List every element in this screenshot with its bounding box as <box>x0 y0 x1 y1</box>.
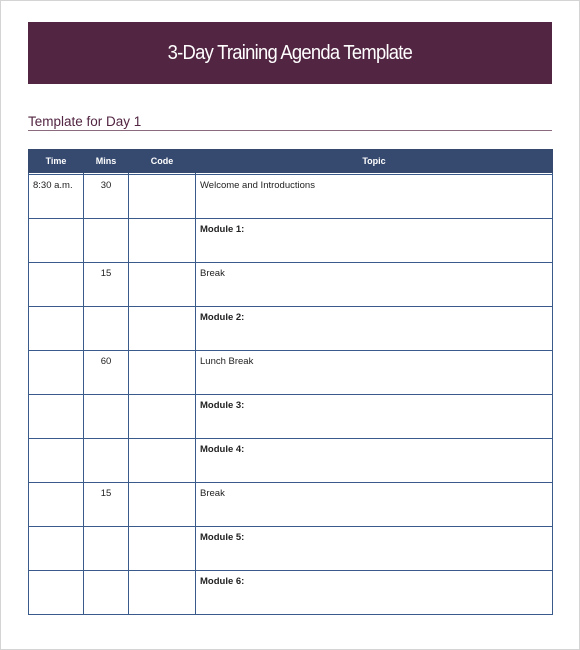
header-topic: Topic <box>196 150 553 173</box>
table-row <box>29 219 553 263</box>
section-divider <box>28 130 552 131</box>
mins-cell <box>84 527 129 571</box>
table-row <box>29 527 553 571</box>
time-cell <box>29 263 84 307</box>
topic-cell: Break <box>196 483 553 527</box>
topic-cell: Welcome and Introductions <box>196 175 553 219</box>
code-cell <box>129 439 196 483</box>
time-cell <box>29 571 84 615</box>
code-cell <box>129 571 196 615</box>
mins-cell: 15 <box>84 483 129 527</box>
time-cell <box>29 219 84 263</box>
topic-cell: Module 2: <box>196 307 553 351</box>
topic-cell: Module 4: <box>196 439 553 483</box>
code-cell <box>129 263 196 307</box>
time-cell <box>29 395 84 439</box>
topic-cell: Module 6: <box>196 571 553 615</box>
mins-cell <box>84 219 129 263</box>
mins-cell: 60 <box>84 351 129 395</box>
table-row <box>29 483 553 527</box>
mins-cell: 30 <box>84 175 129 219</box>
table-header-row <box>29 150 553 173</box>
table-row <box>29 263 553 307</box>
mins-cell <box>84 395 129 439</box>
header-mins: Mins <box>84 150 129 173</box>
table-row <box>29 571 553 615</box>
topic-cell: Module 5: <box>196 527 553 571</box>
header-code: Code <box>129 150 196 173</box>
code-cell <box>129 527 196 571</box>
table-row <box>29 395 553 439</box>
code-cell <box>129 175 196 219</box>
topic-cell: Lunch Break <box>196 351 553 395</box>
code-cell <box>129 219 196 263</box>
topic-cell: Module 1: <box>196 219 553 263</box>
time-cell <box>29 527 84 571</box>
time-cell <box>29 483 84 527</box>
agenda-body <box>29 173 553 615</box>
time-cell <box>29 439 84 483</box>
section-heading: Template for Day 1 <box>28 114 142 129</box>
table-row <box>29 439 553 483</box>
time-cell: 8:30 a.m. <box>29 175 84 219</box>
title-banner <box>28 22 552 84</box>
topic-cell: Module 3: <box>196 395 553 439</box>
code-cell <box>129 483 196 527</box>
agenda-table <box>28 149 553 615</box>
code-cell <box>129 351 196 395</box>
mins-cell: 15 <box>84 263 129 307</box>
mins-cell <box>84 439 129 483</box>
time-cell <box>29 307 84 351</box>
document-title: 3-Day Training Agenda Template <box>167 41 413 64</box>
mins-cell <box>84 571 129 615</box>
code-cell <box>129 307 196 351</box>
time-cell <box>29 351 84 395</box>
table-row <box>29 307 553 351</box>
mins-cell <box>84 307 129 351</box>
table-row <box>29 351 553 395</box>
topic-cell: Break <box>196 263 553 307</box>
table-row <box>29 175 553 219</box>
code-cell <box>129 395 196 439</box>
header-time: Time <box>29 150 84 173</box>
